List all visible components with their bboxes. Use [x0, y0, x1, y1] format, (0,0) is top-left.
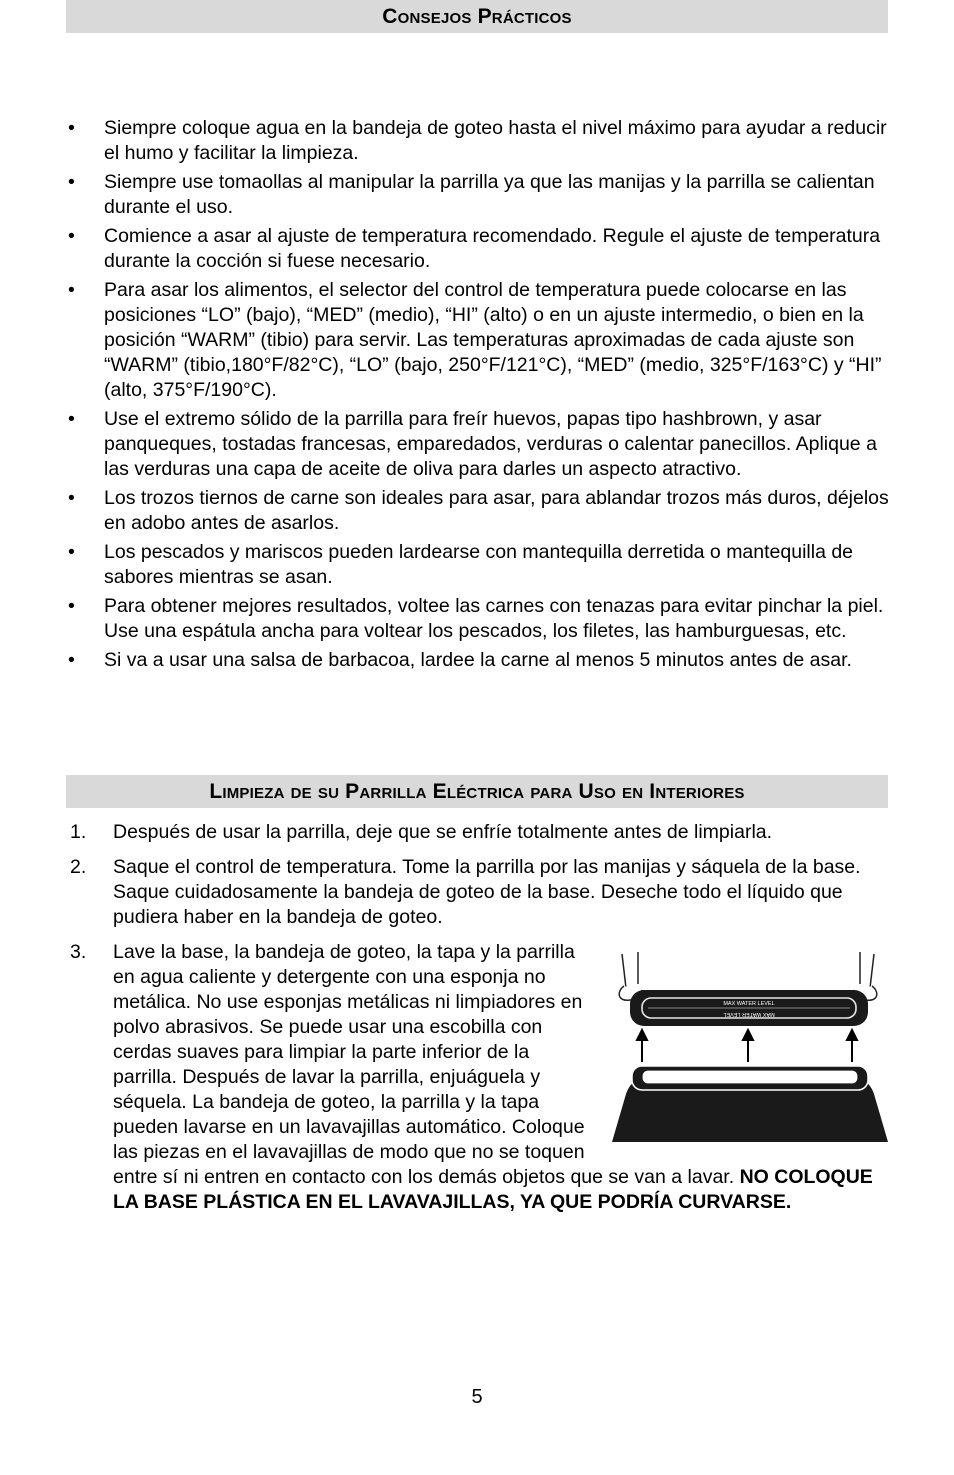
step-number: 3.	[70, 941, 87, 963]
list-item-text: Si va a usar una salsa de barbacoa, lardee la carne al menos 5 minutos antes de asar.	[104, 649, 852, 671]
up-arrow-icon	[847, 1030, 857, 1040]
step-number: 2.	[70, 856, 87, 878]
step-text: Después de usar la parrilla, deje que se enfríe totalmente antes de limpiarla.	[113, 821, 773, 843]
step-text: Saque el control de temperatura. Tome la parrilla por las manijas y sáquela de la base. Saque cuidadosamente la bandeja de goteo de la base. Deseche todo el líquido que pudiera haber en la bandeja de goteo.	[113, 856, 861, 928]
page-number: 5	[471, 1386, 483, 1408]
drip-tray-well	[642, 1070, 858, 1084]
section-heading-limpieza	[66, 775, 888, 808]
warning-text: NO COLOQUE LA BASE PLÁSTICA EN EL LAVAVAJILLAS, YA QUE PODRÍA CURVARSE.	[113, 1166, 873, 1213]
max-water-level-label: MAX WATER LEVEL	[723, 1001, 775, 1007]
bullet-icon: •	[68, 117, 75, 139]
bullet-icon: •	[68, 408, 75, 430]
bullet-icon: •	[68, 487, 75, 509]
list-item-text: Para asar los alimentos, el selector del control de temperatura puede colocarse en las posiciones “LO” (bajo), “MED” (medio), “HI” (alto) o en un ajuste intermedio, o bien en la posición “WARM” (tibio) para servir. Las temperaturas aproximadas de cada ajuste son “WARM” (tibio,180°F/82°C), “LO” (bajo, 250°F/121°C), “MED” (medio, 325°F/163°C) y “HI” (alto, 375°F/190°C).	[104, 279, 882, 401]
max-water-level-label-inverted: MAX WATER LEVEL	[723, 1011, 775, 1017]
step-item	[66, 940, 896, 1215]
section-heading-consejos	[66, 0, 888, 33]
bullet-icon: •	[68, 171, 75, 193]
up-arrow-icon	[743, 1030, 753, 1040]
list-item	[66, 594, 896, 644]
grill-cleaning-illustration	[608, 944, 892, 1144]
step-item	[66, 820, 896, 845]
list-item-text: Para obtener mejores resultados, voltee las carnes con tenazas para evitar pinchar la piel. Use una espátula ancha para voltear los pescados, los filetes, las hamburguesas, etc.	[104, 595, 884, 642]
bullet-icon: •	[68, 595, 75, 617]
section-title: Consejos Prácticos	[382, 5, 572, 28]
up-arrow-icon	[637, 1030, 647, 1040]
right-arm-icon	[860, 952, 874, 988]
list-item	[66, 278, 896, 403]
list-item	[66, 540, 896, 590]
step-text: Lave la base, la bandeja de goteo, la tapa y la parrilla en agua caliente y detergente con una esponja no metálica. No use esponjas metálicas ni limpiadores en polvo abrasivos. Se puede usar una escobilla con cerdas suaves para limpiar la parte inferior de la parrilla. Después de lavar la parrilla, enjuáguela y séquela. La bandeja de goteo, la parrilla y la tapa pueden lavarse en un lavavajillas automático. Coloque las piezas en el lavavajillas de modo que no se toquen entre sí ni entren en contacto con los demás objetos que se van a lavar.	[113, 941, 735, 1188]
list-item	[66, 116, 896, 166]
list-item	[66, 486, 896, 536]
grill-diagram	[608, 944, 892, 1144]
left-arm-icon	[622, 952, 638, 988]
list-item-text: Los trozos tiernos de carne son ideales para asar, para ablandar trozos más duros, déjelos en adobo antes de asarlos.	[104, 487, 889, 534]
step-item	[66, 855, 896, 930]
list-item	[66, 407, 896, 482]
list-item	[66, 648, 896, 673]
list-item-text: Use el extremo sólido de la parrilla para freír huevos, papas tipo hashbrown, y asar panqueques, tostadas francesas, emparedados, verduras o calentar panecillos. Aplique a las verduras una capa de aceite de oliva para darles un aspecto atractivo.	[104, 408, 877, 480]
list-item-text: Siempre coloque agua en la bandeja de goteo hasta el nivel máximo para ayudar a reducir el humo y facilitar la limpieza.	[104, 117, 887, 164]
cleaning-steps	[66, 820, 896, 1215]
list-item	[66, 224, 896, 274]
list-item-text: Los pescados y mariscos pueden lardearse con mantequilla derretida o mantequilla de sabores mientras se asan.	[104, 541, 854, 588]
bullet-icon: •	[68, 541, 75, 563]
step-number: 1.	[70, 821, 87, 843]
section-title: Limpieza de su Parrilla Eléctrica para Uso en Interiores	[209, 780, 745, 803]
list-item	[66, 170, 896, 220]
bullet-icon: •	[68, 649, 75, 671]
lift-arrows	[637, 1030, 857, 1062]
tips-list	[66, 116, 896, 677]
list-item-text: Siempre use tomaollas al manipular la parrilla ya que las manijas y la parrilla se calientan durante el uso.	[104, 171, 875, 218]
bullet-icon: •	[68, 279, 75, 301]
bullet-icon: •	[68, 225, 75, 247]
list-item-text: Comience a asar al ajuste de temperatura recomendado. Regule el ajuste de temperatura durante la cocción si fuese necesario.	[104, 225, 881, 272]
